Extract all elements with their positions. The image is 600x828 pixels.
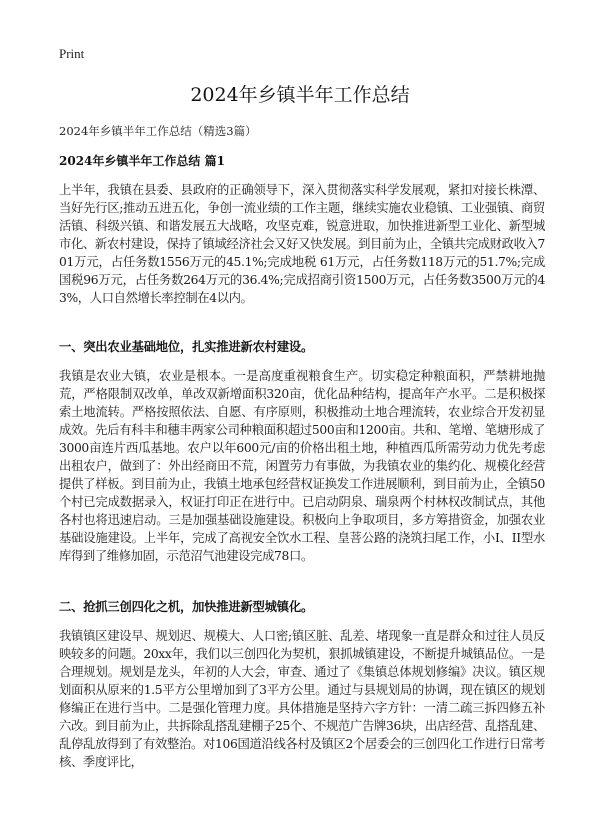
document-title: 2024年乡镇半年工作总结 bbox=[190, 84, 410, 106]
section-heading-urbanization: 二、抢抓三创四化之机，加快推进新型城镇化。 bbox=[59, 599, 314, 614]
chapter-title: 2024年乡镇半年工作总结 篇1 bbox=[59, 154, 225, 168]
section-heading-agriculture: 一、突出农业基础地位，扎实推进新农村建设。 bbox=[59, 339, 314, 354]
paragraph-intro: 上半年，我镇在县委、县政府的正确领导下，深入贯彻落实科学发展观，紧扣对接长株潭、当好先行区;推动五进五化，争创一流业绩的工作主题，继续实施农业稳镇、工业强镇、商贸活镇、科级兴镇、和谐发展五大战略，攻坚克难，锐意进取，加快推进新型工业化、新型城市化、新农村建设，保持了镇域经济社会又好又快发展。到目前为止，全镇共完成财政收入701万元，占任务数1556万元的45.1%;完成地税 61万元，占任务数118万元的51.7%;完成国税96万元，占任务数264万元的36.4%;完成招商引资1500万元，占任务数3500万元的43%，人口自然增长率控制在4以内。 bbox=[59, 183, 545, 305]
paragraph-urbanization: 我镇镇区建设早、规划迟、规模大、人口密;镇区脏、乱差、堵现象一直是群众和过往人员反映较多的问题。20xx年，我们以三创四化为契机，狠抓城镇建设，不断提升城镇品位。一是合理规划。规划是龙头，年初的人大会，审查、通过了《集镇总体规划修编》决议。镇区规划面积从原来的1.5平方公里增加到了3平方公里。通过与县规划局的协调，现在镇区的规划修编正在进行当中。二是强化管理力度。具体措施是坚持六字方针：一清二疏三拆四修五补六改。到目前为止，共拆除乱搭乱建棚子25个、不规范广告牌36块，出店经营、乱搭乱建、乱停乱放得到了有效整治。对106国道沿线各村及镇区2个居委会的三创四化工作进行日常考核、季度评比， bbox=[59, 629, 545, 769]
print-link[interactable]: Print bbox=[59, 46, 85, 61]
paragraph-agriculture: 我镇是农业大镇，农业是根本。一是高度重视粮食生产。切实稳定种粮面积，严禁耕地抛荒，严格限制双改单，单改双新增面积320亩，优化品种结构，提高年产水平。二是积极探索土地流转。严格按照依法、自愿、有序原则，积极推动土地合理流转，农业综合开发初显成效。先后有科丰和穗丰两家公司种粮面积超过500亩和1200亩。共和、笔增、笔塘形成了3000亩连片西瓜基地。农户以年600元/亩的价格出租土地，种植西瓜所需劳动力优先考虑出租农户，做到了：外出经商田不荒，闲置劳力有事做，为我镇农业的集约化、规模化经营提供了样板。到目前为止，我镇土地承包经营权证换发工作进展顺利，到目前为止，全镇50个村已完成数据录入，权证打印正在进行中。已启动阴泉、瑞泉两个村林权改制试点，其他各村也将迅速启动。三是加强基础设施建设。积极向上争取项目，多方筹措资金，加强农业基础设施建设。上半年，完成了高视安全饮水工程、皇菩公路的浇筑扫尾工作，小I、II型水库得到了维修加固，示范沼气池建设完成78口。 bbox=[59, 369, 545, 563]
document-subtitle: 2024年乡镇半年工作总结（精选3篇） bbox=[59, 124, 257, 138]
